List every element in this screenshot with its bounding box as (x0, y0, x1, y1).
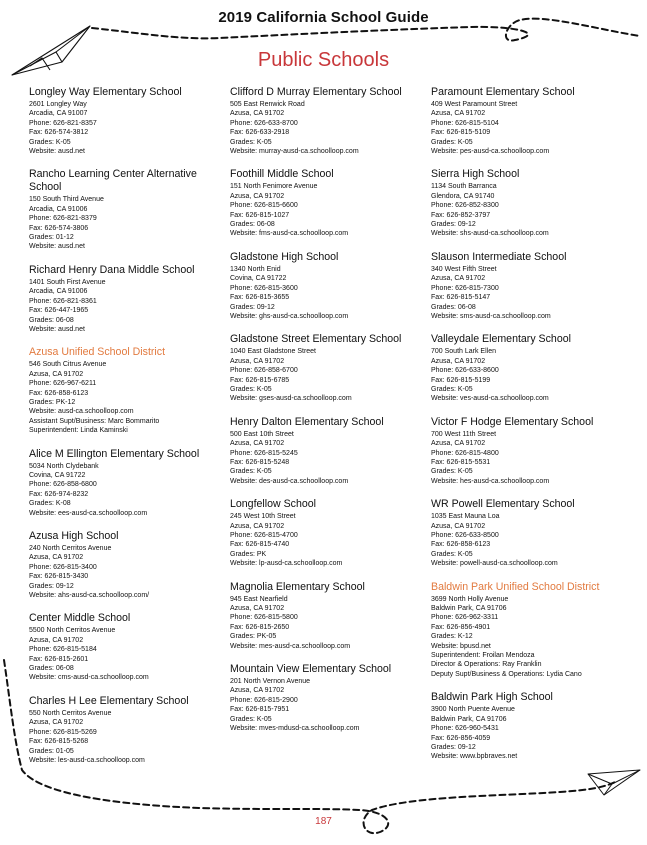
detail-line: Phone: 626-815-6600 (230, 202, 298, 210)
district-entry (29, 346, 225, 435)
detail-line: Azusa, CA 91702 (431, 275, 486, 283)
detail-line: Website: www.bpbraves.net (431, 753, 518, 761)
detail-line: Azusa, CA 91702 (230, 605, 285, 613)
detail-line: Grades: K-05 (230, 715, 272, 723)
detail-line: Website: powell-ausd-ca.schoolloop.com (431, 560, 558, 568)
detail-line: Grades: 06-08 (29, 665, 74, 673)
school-name: Slauson Intermediate School (431, 250, 567, 263)
school-entry (431, 86, 627, 156)
school-name: Center Middle School (29, 612, 131, 625)
detail-line: Fax: 626-815-4740 (230, 541, 290, 549)
school-entry (29, 168, 225, 251)
detail-line: Azusa, CA 91702 (230, 357, 285, 365)
detail-line: Phone: 626-815-7300 (431, 284, 499, 292)
detail-line: Website: ees-ausd-ca.schoolloop.com (29, 509, 148, 517)
detail-line: 700 South Lark Ellen (431, 348, 496, 356)
detail-line: Azusa, CA 91702 (431, 110, 486, 118)
detail-line: Grades: K-05 (29, 138, 71, 146)
school-name: Azusa High School (29, 530, 119, 542)
detail-line: Phone: 626-815-2900 (230, 696, 298, 704)
detail-line: Covina, CA 91722 (230, 275, 287, 283)
detail-line: Website: sms-ausd-ca.schoolloop.com (431, 312, 551, 320)
detail-line: Baldwin Park, CA 91706 (431, 715, 507, 723)
detail-line: 3699 North Holly Avenue (431, 595, 509, 603)
detail-line: Assistant Supt/Business: Marc Bommarito (29, 417, 160, 425)
detail-line: Fax: 626-852-3797 (431, 211, 491, 219)
detail-line: 500 East 10th Street (230, 430, 294, 438)
detail-line: Website: hes-ausd-ca.schoolloop.com (431, 477, 550, 485)
school-entry (29, 695, 225, 765)
detail-line: Fax: 626-815-2650 (230, 623, 290, 631)
detail-line: Phone: 626-960-5431 (431, 725, 499, 733)
school-entry (230, 333, 426, 403)
detail-line: Phone: 626-815-5245 (230, 449, 298, 457)
detail-line: Azusa, CA 91702 (431, 357, 486, 365)
detail-line: Covina, CA 91722 (29, 471, 86, 479)
detail-line: Grades: K-12 (431, 633, 473, 641)
school-entry (431, 498, 627, 568)
detail-line: Website: pes-ausd-ca.schoolloop.com (431, 148, 550, 156)
detail-line: Arcadia, CA 91006 (29, 205, 88, 213)
detail-line: Website: bpusd.net (431, 642, 491, 650)
detail-line: Fax: 626-815-5531 (431, 458, 491, 466)
detail-line: Grades: K-05 (230, 138, 272, 146)
detail-line: Phone: 626-821-8379 (29, 215, 97, 223)
detail-line: Azusa, CA 91702 (230, 110, 285, 118)
detail-line: 5034 North Clydebank (29, 462, 99, 470)
detail-line: Fax: 626-815-5109 (431, 129, 491, 137)
detail-line: Grades: 01-12 (29, 234, 74, 242)
school-entry (230, 498, 426, 568)
detail-line: Phone: 626-967-6211 (29, 380, 97, 388)
detail-line: Azusa, CA 91702 (230, 192, 285, 200)
detail-line: Website: mves-mdusd-ca.schoolloop.com (230, 725, 360, 733)
detail-line: Phone: 626-815-3600 (230, 284, 298, 292)
detail-line: Azusa, CA 91702 (29, 554, 84, 562)
school-entry (431, 333, 627, 403)
school-entry (230, 581, 426, 651)
detail-line: 700 West 11th Street (431, 430, 497, 438)
detail-line: Azusa, CA 91702 (230, 687, 285, 695)
detail-line: 150 South Third Avenue (29, 196, 104, 204)
detail-line: Superintendent: Linda Kaminski (29, 427, 128, 435)
detail-line: Website: les-ausd-ca.schoolloop.com (29, 756, 145, 764)
detail-line: Phone: 626-821-8361 (29, 297, 97, 305)
school-entry (431, 691, 627, 761)
detail-line: Fax: 626-858-6123 (431, 541, 491, 549)
detail-line: Fax: 626-856-4059 (431, 734, 491, 742)
school-name: Valleydale Elementary School (431, 333, 571, 346)
detail-line: 546 South Citrus Avenue (29, 361, 107, 369)
detail-line: 1040 East Gladstone Street (230, 348, 316, 356)
school-entry (29, 448, 225, 518)
detail-line: Azusa, CA 91702 (29, 370, 84, 378)
detail-line: Grades: K-08 (29, 500, 71, 508)
school-entry (230, 416, 426, 486)
detail-line: Fax: 626-858-6123 (29, 389, 89, 397)
detail-line: Fax: 626-815-7951 (230, 706, 290, 714)
detail-line: Phone: 626-815-5104 (431, 119, 499, 127)
detail-line: Phone: 626-633-8500 (431, 532, 499, 539)
detail-line: Grades: K-05 (230, 468, 272, 476)
school-name: Gladstone High School (230, 250, 339, 263)
detail-line: Phone: 626-633-8700 (230, 119, 298, 127)
header-title: 2019 California School Guide (218, 9, 429, 26)
detail-line: Grades: K-05 (431, 550, 473, 558)
detail-line: 245 West 10th Street (230, 513, 296, 521)
column-1 (29, 86, 225, 777)
detail-line: Fax: 626-815-6785 (230, 376, 290, 384)
detail-line: Fax: 626-633-2918 (230, 129, 290, 137)
detail-line: Azusa, CA 91702 (29, 719, 84, 727)
detail-line: 505 East Renwick Road (230, 101, 305, 108)
detail-line: Phone: 626-815-3400 (29, 563, 97, 571)
detail-line: Website: cms-ausd-ca.schoolloop.com (29, 674, 149, 682)
detail-line: 1401 South First Avenue (29, 278, 106, 286)
detail-line: Website: ausd-ca.schoolloop.com (29, 408, 134, 416)
detail-line: Fax: 626-815-1027 (230, 211, 290, 219)
detail-line: 340 West Fifth Street (431, 265, 497, 273)
school-name: Victor F Hodge Elementary School (431, 415, 594, 428)
school-entry (230, 168, 426, 238)
school-name: Paramount Elementary School (431, 86, 575, 98)
detail-line: 5500 North Cerritos Avenue (29, 627, 116, 635)
detail-line: Fax: 626-815-5248 (230, 458, 290, 466)
detail-line: 1035 East Mauna Loa (431, 513, 500, 521)
detail-line: Deputy Supt/Business & Operations: Lydia Cano (431, 670, 582, 678)
detail-line: Phone: 626-815-5800 (230, 614, 298, 622)
school-name: Longfellow School (230, 498, 316, 511)
detail-line: Fax: 626-815-5147 (431, 294, 491, 302)
detail-line: Fax: 626-856-4901 (431, 623, 491, 631)
detail-line: Grades: 01-05 (29, 747, 74, 755)
detail-line: Phone: 626-633-8600 (431, 367, 499, 375)
school-name: Henry Dalton Elementary School (230, 415, 384, 428)
school-name: Richard Henry Dana Middle School (29, 263, 195, 276)
detail-line: Grades: 09-12 (230, 303, 275, 311)
detail-line: Website: murray-ausd-ca.schoolloop.com (230, 148, 359, 156)
detail-line: Website: ves-ausd-ca.schoolloop.com (431, 395, 549, 403)
detail-line: Phone: 626-821-8357 (29, 119, 97, 127)
detail-line: Grades: K-05 (431, 468, 473, 476)
school-name: Baldwin Park High School (431, 691, 553, 704)
district-entry (431, 581, 627, 680)
detail-line: Fax: 626-574-3812 (29, 129, 89, 137)
school-name: Foothill Middle School (230, 168, 334, 181)
detail-line: Grades: 09-12 (431, 743, 476, 751)
school-name: Magnolia Elementary School (230, 580, 365, 593)
school-entry (431, 416, 627, 486)
detail-line: Grades: 06-08 (29, 316, 74, 324)
school-entry (29, 612, 225, 682)
detail-line: Grades: K-05 (230, 385, 272, 393)
school-name: Charles H Lee Elementary School (29, 694, 189, 707)
school-entry (29, 530, 225, 600)
school-entry (431, 251, 627, 321)
column-2 (230, 86, 426, 746)
detail-line: Azusa, CA 91702 (230, 522, 285, 530)
detail-line: 3900 North Puente Avenue (431, 706, 515, 714)
detail-line: Fax: 626-974-8232 (29, 490, 89, 498)
detail-line: Website: ghs-ausd-ca.schoolloop.com (230, 312, 349, 320)
school-name: Longley Way Elementary School (29, 86, 182, 98)
detail-line: Website: ausd.net (29, 243, 85, 251)
school-entry (230, 663, 426, 733)
detail-line: Azusa, CA 91702 (230, 440, 285, 448)
detail-line: Grades: K-05 (431, 138, 473, 146)
detail-line: Grades: 09-12 (431, 221, 476, 229)
detail-line: Phone: 626-815-4800 (431, 449, 499, 457)
paper-plane-icon (588, 770, 640, 795)
detail-line: Website: gses-ausd-ca.schoolloop.com (230, 395, 352, 403)
detail-line: Website: shs-ausd-ca.schoolloop.com (431, 230, 549, 238)
detail-line: Grades: PK-12 (29, 398, 76, 406)
detail-line: Fax: 626-815-3655 (230, 294, 290, 302)
detail-line: Phone: 626-962-3311 (431, 614, 499, 622)
detail-line: Arcadia, CA 91006 (29, 288, 88, 296)
school-name: Clifford D Murray Elementary School (230, 86, 402, 98)
detail-line: Grades: PK-05 (230, 633, 277, 641)
detail-line: Website: ausd.net (29, 148, 85, 156)
school-name: Mountain View Elementary School (230, 663, 392, 676)
detail-line: Website: des-ausd-ca.schoolloop.com (230, 477, 349, 485)
school-entry (230, 251, 426, 321)
detail-line: 240 North Cerritos Avenue (29, 545, 112, 552)
detail-line: 1134 South Barranca (431, 183, 497, 191)
school-entry (230, 86, 426, 156)
district-name: Baldwin Park Unified School District (431, 580, 600, 593)
detail-line: Grades: PK (230, 550, 267, 558)
detail-line: Superintendent: Froilan Mendoza (431, 652, 535, 660)
detail-line: 201 North Vernon Avenue (230, 678, 311, 686)
school-name: WR Powell Elementary School (431, 498, 575, 511)
detail-line: Grades: 09-12 (29, 582, 74, 590)
detail-line: Phone: 626-852-8300 (431, 202, 499, 210)
detail-line: Azusa, CA 91702 (29, 636, 84, 644)
detail-line: Phone: 626-815-5269 (29, 728, 97, 736)
detail-line: Website: lp-ausd-ca.schoolloop.com (230, 560, 343, 568)
page-number: 187 (315, 816, 332, 827)
school-entry (431, 168, 627, 238)
detail-line: Azusa, CA 91702 (431, 522, 486, 530)
detail-line: Fax: 626-447-1965 (29, 307, 89, 315)
school-name: Rancho Learning Center Alternative School (29, 168, 197, 194)
detail-line: Fax: 626-815-2601 (29, 655, 89, 663)
detail-line: Grades: 06-08 (230, 221, 275, 229)
detail-line: Fax: 626-574-3806 (29, 224, 89, 232)
detail-line: Grades: 06-08 (431, 303, 476, 311)
detail-line: Phone: 626-815-5184 (29, 646, 97, 654)
detail-line: 2601 Longley Way (29, 101, 87, 108)
detail-line: Glendora, CA 91740 (431, 192, 495, 200)
detail-line: Website: ahs-ausd-ca.schoolloop.com/ (29, 592, 150, 600)
detail-line: 151 North Fenimore Avenue (230, 183, 318, 191)
detail-line: Fax: 626-815-5199 (431, 376, 491, 384)
detail-line: Azusa, CA 91702 (431, 440, 486, 448)
detail-line: Arcadia, CA 91007 (29, 110, 88, 118)
detail-line: Website: ausd.net (29, 325, 85, 333)
school-entry (29, 264, 225, 334)
school-entry (29, 86, 225, 156)
district-name: Azusa Unified School District (29, 346, 166, 359)
section-title: Public Schools (257, 49, 390, 71)
detail-line: Fax: 626-815-5268 (29, 738, 89, 746)
detail-line: Grades: K-05 (431, 385, 473, 393)
detail-line: 945 East Nearfield (230, 595, 288, 603)
detail-line: Phone: 626-815-4700 (230, 532, 298, 539)
school-name: Alice M Ellington Elementary School (29, 447, 200, 460)
detail-line: Website: fms-ausd-ca.schoolloop.com (230, 230, 349, 238)
detail-line: 409 West Paramount Street (431, 101, 518, 108)
detail-line: Phone: 626-858-6700 (230, 367, 298, 375)
detail-line: Phone: 626-858-6800 (29, 481, 97, 489)
detail-line: Director & Operations: Ray Franklin (431, 661, 542, 669)
column-3 (431, 86, 627, 774)
detail-line: Website: mes-ausd-ca.schoolloop.com (230, 642, 351, 650)
school-name: Gladstone Street Elementary School (230, 333, 402, 346)
detail-line: 550 North Cerritos Avenue (29, 709, 112, 717)
detail-line: Fax: 626-815-3430 (29, 573, 89, 581)
school-name: Sierra High School (431, 168, 520, 181)
detail-line: Baldwin Park, CA 91706 (431, 605, 507, 613)
detail-line: 1340 North Enid (230, 265, 281, 273)
